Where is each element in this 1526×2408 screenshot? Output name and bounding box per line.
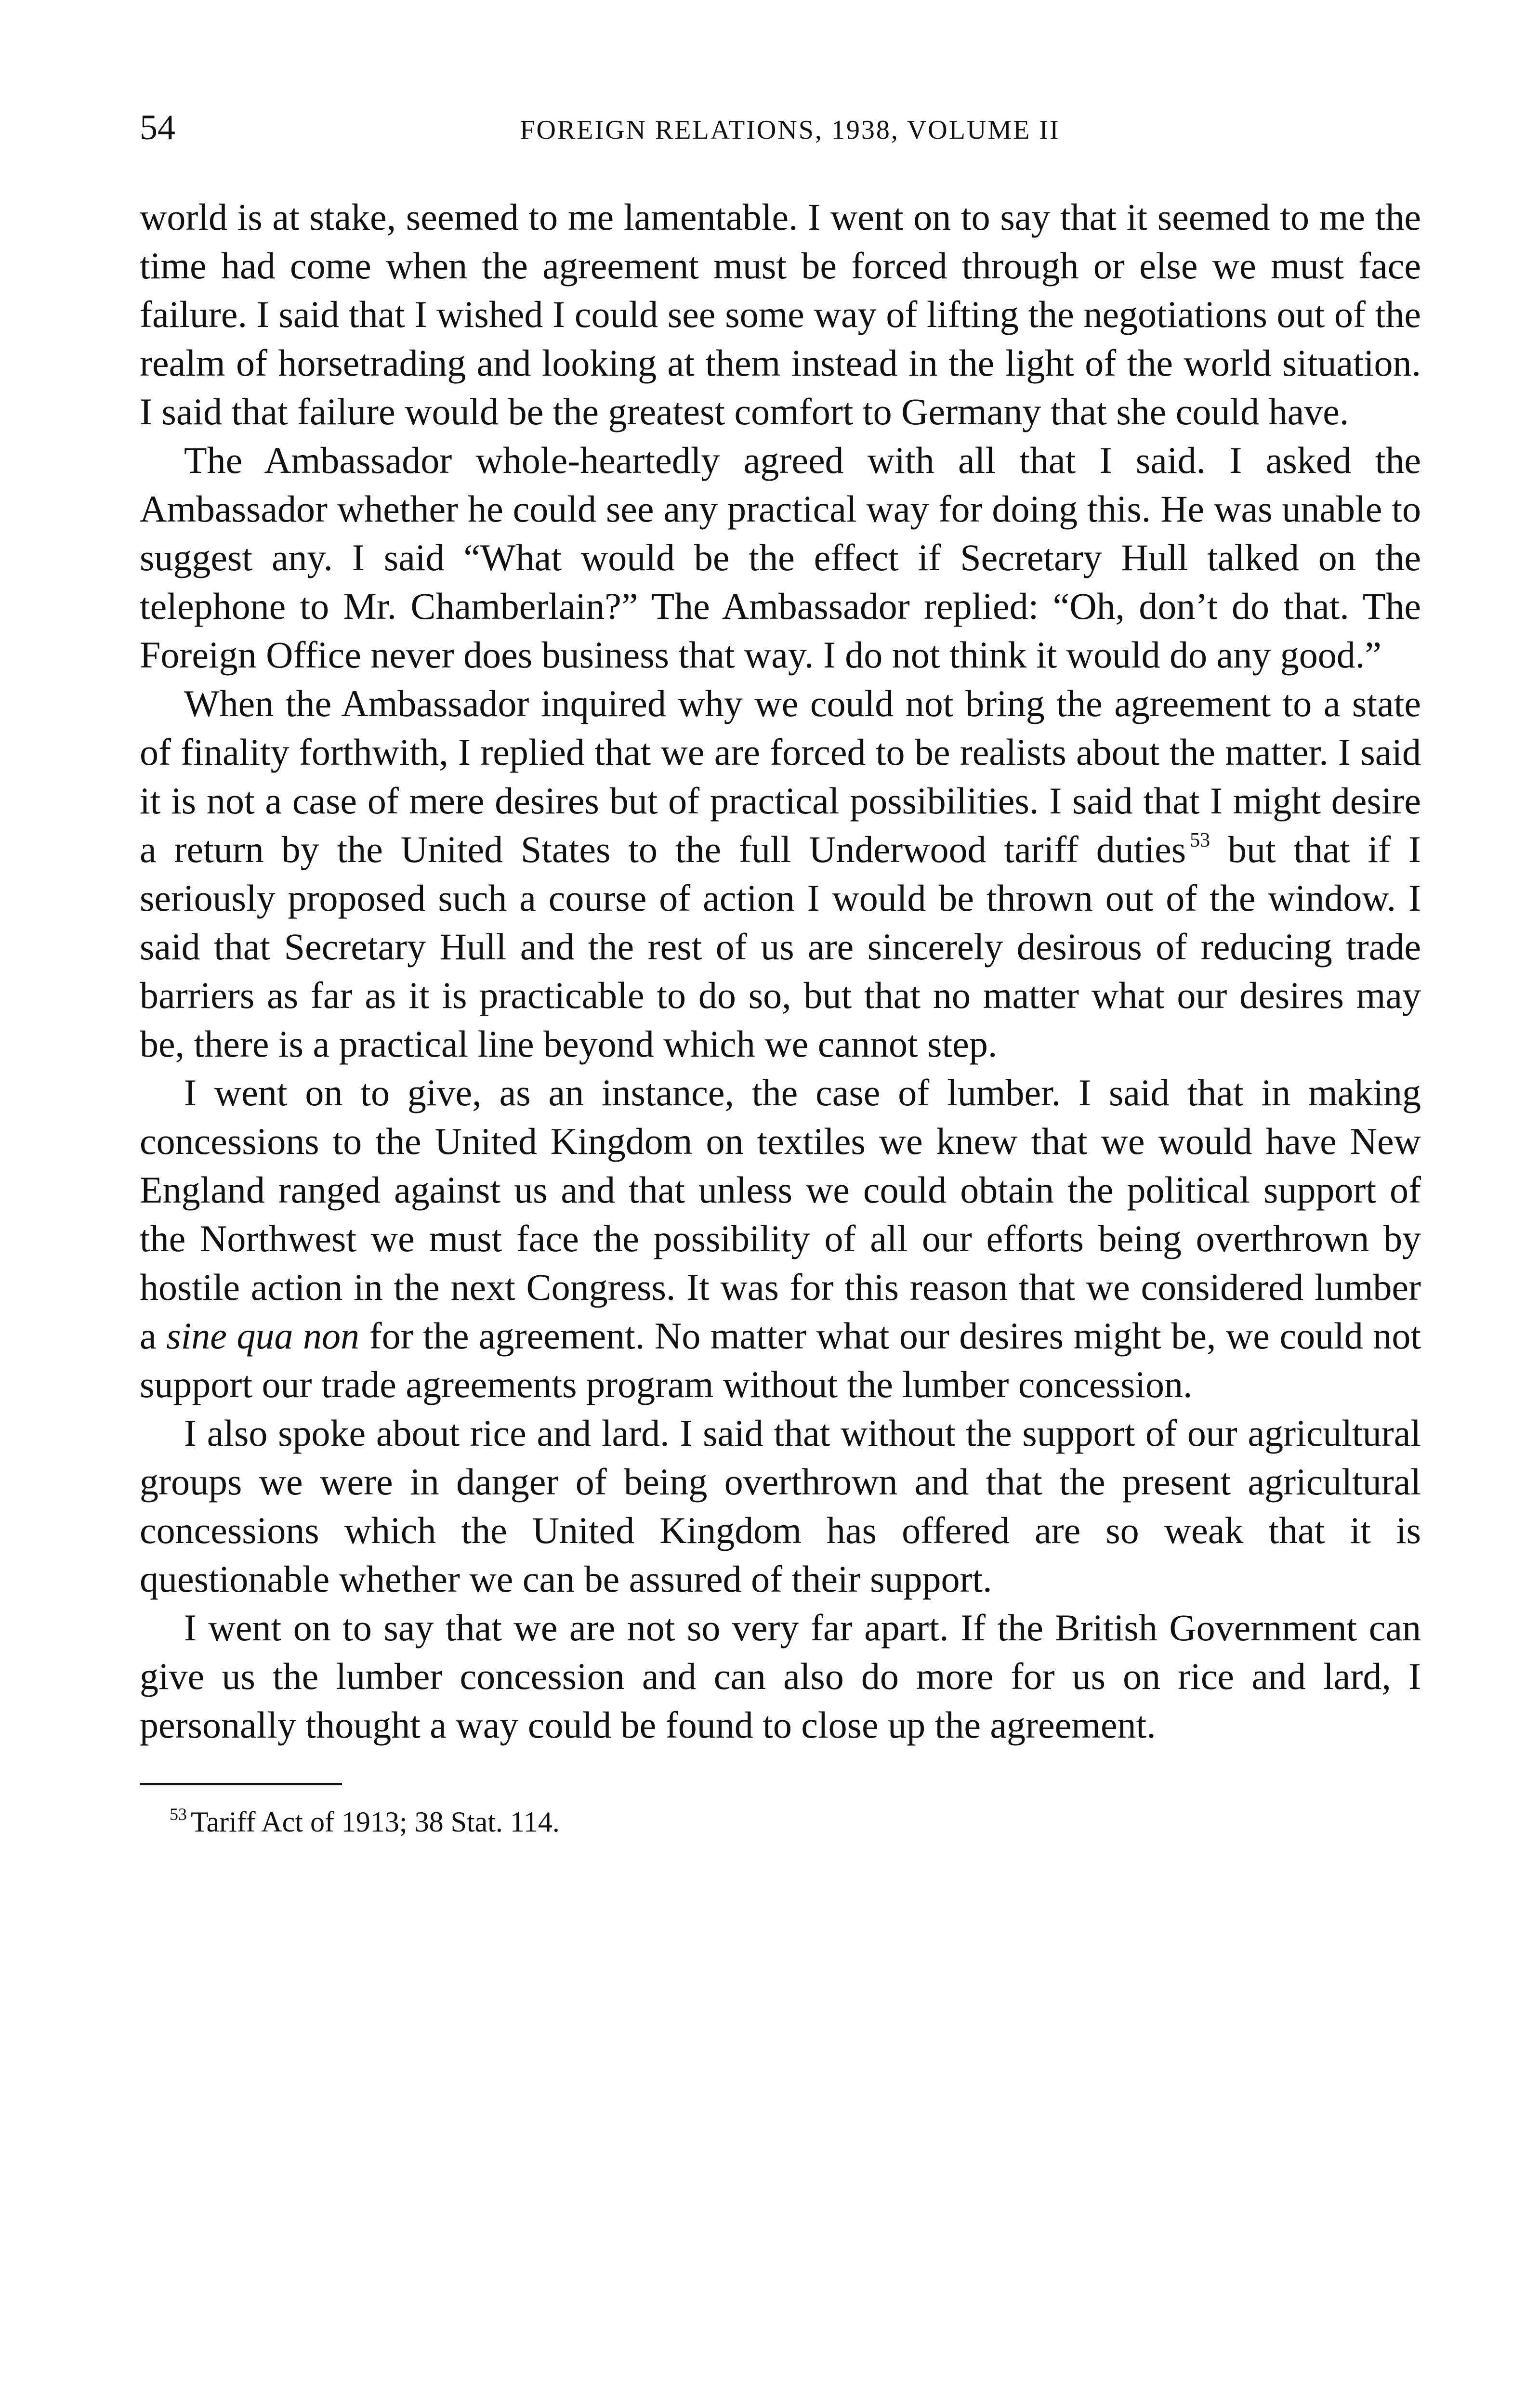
footnote-text: Tariff Act of 1913; 38 Stat. 114. [191,1806,560,1838]
running-title: FOREIGN RELATIONS, 1938, VOLUME II [520,115,1060,145]
paragraph-4-text-after-italic: for the agreement. No matter what our desires might be, we could not support our trade agreements program without the lumber concession. [140,1315,1421,1405]
paragraph-1: world is at stake, seemed to me lamentable. I went on to say that it seemed to me the time had come when the agreement must be forced through or else we must face failure. I said that I wished I could see some way of lifting the negotiations out of the realm of horsetrading and looking at them instead in the light of the world situation. I said that failure would be the greatest comfort to Germany that she could have. [140,196,1421,432]
footnote-mark: 53 [170,1805,187,1824]
body-text [140,193,1421,1749]
paragraph-3 [140,679,1421,1068]
footnote-53 [140,1803,1421,1841]
document-page [140,106,1421,1841]
paragraph-5: I also spoke about rice and lard. I said that without the support of our agricultural groups we were in danger of being overthrown and that the present agricultural concessions which the United Kingdom has offered are so weak that it is questionable whether we can be assured of their support. [140,1412,1421,1600]
latin-phrase: sine qua non [166,1315,360,1357]
running-head [140,106,1421,164]
paragraph-4 [140,1068,1421,1409]
footnote-divider [140,1783,342,1785]
paragraph-3-text-after-ref: but that if I seriously proposed such a course of action I would be thrown out of the window. I said that Secretary Hull and the rest of us are sincerely desirous of reducing trade barriers as far as it is practicable to do so, but that no matter what our desires may be, there is a practical line beyond which we cannot step. [140,828,1421,1065]
page-number: 54 [140,108,175,147]
paragraph-4-text-before-italic: I went on to give, as an instance, the case of lumber. I said that in making concessions to the United Kingdom on textiles we knew that we would have New England ranged against us and that unless we could obtain the political support of the Northwest we must face the possibility of all our efforts being overthrown by hostile action in the next Congress. It was for this reason that we considered lumber a [140,1072,1421,1357]
paragraph-2: The Ambassador whole-heartedly agreed with all that I said. I asked the Ambassador whether he could see any practical way for doing this. He was unable to suggest any. I said “What would be the effect if Secretary Hull talked on the telephone to Mr. Chamberlain?” The Ambassador replied: “Oh, don’t do that. The Foreign Office never does business that way. I do not think it would do any good.” [140,439,1421,676]
paragraph-3-text-before-ref: When the Ambassador inquired why we could not bring the agreement to a state of finality forthwith, I replied that we are forced to be realists about the matter. I said it is not a case of mere desires but of practical possibilities. I said that I might desire a return by the United States to the full Underwood tariff duties [140,682,1421,870]
paragraph-6: I went on to say that we are not so very far apart. If the British Government can give us the lumber concession and can also do more for us on rice and lard, I personally thought a way could be found to close up the agreement. [140,1607,1421,1746]
footnote-reference-53: 53 [1190,829,1210,851]
